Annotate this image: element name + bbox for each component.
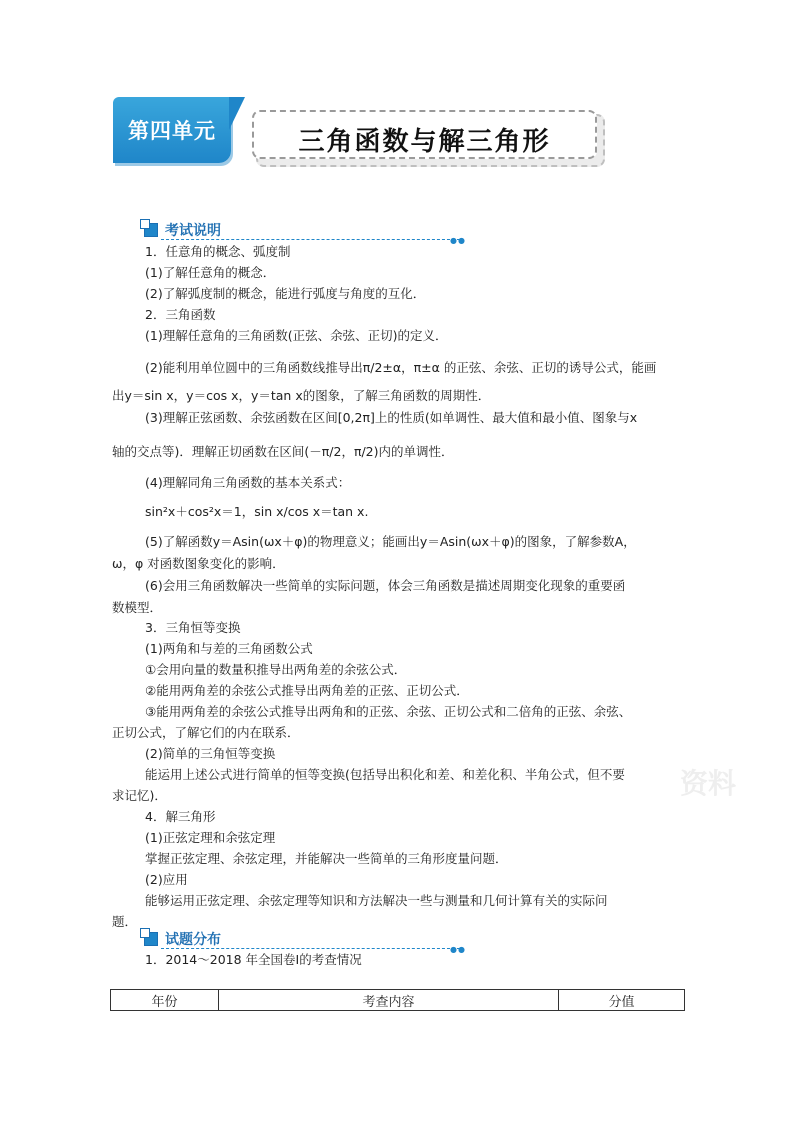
text-line: 1．2014～2018 年全国卷Ⅰ的考查情况: [145, 952, 362, 967]
text-line: (3)理解正弦函数、余弦函数在区间[0,2π]上的性质(如单调性、最大值和最小值、图象与x: [145, 410, 638, 425]
text-line: (2)应用: [145, 872, 188, 887]
section-square-icon: [144, 932, 158, 946]
unit-badge: [113, 97, 231, 163]
text-line: (6)会用三角函数解决一些简单的实际问题，体会三角函数是描述周期变化现象的重要函: [145, 578, 626, 593]
badge-tip: [229, 97, 245, 130]
text-line: 数模型．: [112, 600, 163, 615]
section-divider: [161, 239, 460, 240]
section-header-exam-explanation: [141, 220, 466, 245]
watermark: 资料: [680, 767, 737, 800]
text-line: (2)能利用单位圆中的三角函数线推导出π/2±α，π±α 的正弦、余弦、正切的诱导公式，能画: [145, 360, 657, 375]
section-header-question-distribution: [141, 929, 466, 954]
table-header-cell: 分值: [559, 990, 685, 1011]
text-line: (2)简单的三角恒等变换: [145, 746, 276, 761]
text-line: ①会用向量的数量积推导出两角差的余弦公式．: [145, 662, 407, 677]
text-line: (2)了解弧度制的概念，能进行弧度与角度的互化．: [145, 286, 426, 301]
table-header-cell: 考查内容: [219, 990, 559, 1011]
text-line: 1．任意角的概念、弧度制: [145, 244, 291, 259]
exam-table: [110, 989, 685, 1011]
dots-icon: ●●: [450, 945, 466, 954]
section-title: 试题分布: [165, 932, 221, 948]
section-square-icon: [144, 223, 158, 237]
text-line: (1)正弦定理和余弦定理: [145, 830, 276, 845]
text-line: ω，φ 对函数图象变化的影响．: [112, 556, 285, 571]
text-line: 掌握正弦定理、余弦定理，并能解决一些简单的三角形度量问题．: [145, 851, 508, 866]
text-line: 正切公式，了解它们的内在联系．: [112, 725, 300, 740]
text-line: 2．三角函数: [145, 307, 216, 322]
table-header-row: [111, 990, 685, 1011]
text-line: 题．: [112, 914, 138, 929]
text-line: 求记忆)．: [112, 788, 167, 803]
section-title: 考试说明: [165, 223, 221, 239]
text-line: 轴的交点等)．理解正切函数在区间(－π/2，π/2)内的单调性．: [112, 444, 454, 459]
unit-label: 第四单元: [128, 118, 216, 143]
text-line: (1)两角和与差的三角函数公式: [145, 641, 313, 656]
text-line: 出y＝sin x，y＝cos x，y＝tan x的图象，了解三角函数的周期性．: [112, 388, 491, 403]
dots-icon: ●●: [450, 236, 466, 245]
text-line: 能运用上述公式进行简单的恒等变换(包括导出积化和差、和差化积、半角公式，但不要: [145, 767, 625, 782]
table-header-cell: 年份: [111, 990, 219, 1011]
text-line: 3．三角恒等变换: [145, 620, 241, 635]
chapter-title-box: [252, 110, 597, 159]
text-line: (5)了解函数y＝Asin(ωx＋φ)的物理意义；能画出y＝Asin(ωx＋φ)的图象，了解参数A，: [145, 534, 636, 549]
text-line: (4)理解同角三角函数的基本关系式：: [145, 475, 351, 490]
section-divider: [161, 948, 460, 949]
text-line: (1)了解任意角的概念．: [145, 265, 276, 280]
text-line: 能够运用正弦定理、余弦定理等知识和方法解决一些与测量和几何计算有关的实际问: [145, 893, 608, 908]
text-line: (1)理解任意角的三角函数(正弦、余弦、正切)的定义．: [145, 328, 448, 343]
text-line: 4．解三角形: [145, 809, 216, 824]
text-line: ③能用两角差的余弦公式推导出两角和的正弦、余弦、正切公式和二倍角的正弦、余弦、: [145, 704, 632, 719]
text-line: ②能用两角差的余弦公式推导出两角差的正弦、正切公式．: [145, 683, 469, 698]
chapter-title: 三角函数与解三角形: [298, 127, 551, 157]
formula-line: sin²x＋cos²x＝1，sin x/cos x＝tan x.: [145, 504, 369, 519]
